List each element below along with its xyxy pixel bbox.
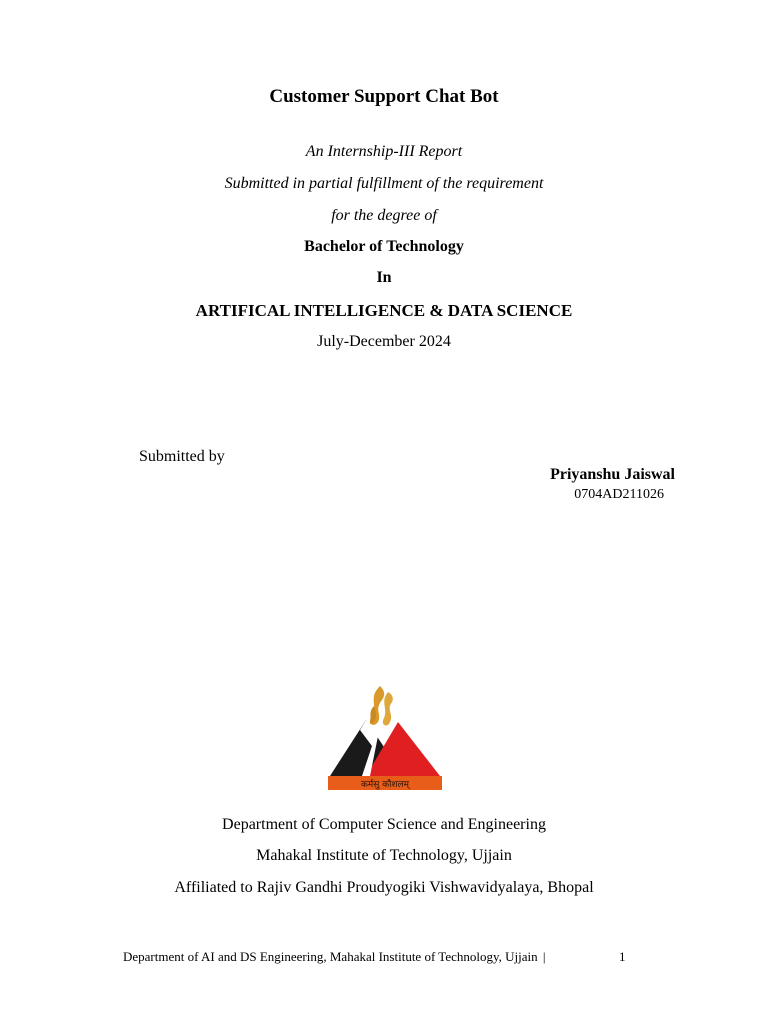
university-affiliation: Affiliated to Rajiv Gandhi Proudyogiki Vishwavidyalaya, Bhopal [174, 879, 594, 896]
degree-name: Bachelor of Technology [304, 238, 464, 255]
institute-logo-graphic [322, 684, 446, 794]
institute-name: Mahakal Institute of Technology, Ujjain [256, 847, 512, 864]
submitted-by-label: Submitted by [139, 448, 225, 465]
motto-text: कर्मसु कौशलम् [360, 780, 410, 790]
department-name: Department of Computer Science and Engineering [222, 816, 546, 833]
in-connector: In [376, 269, 392, 286]
roll-number: 0704AD211026 [574, 487, 664, 502]
session-period: July-December 2024 [317, 333, 451, 350]
branch-name: ARTIFICAL INTELLIGENCE & DATA SCIENCE [195, 301, 573, 320]
report-title: Customer Support Chat Bot [269, 86, 499, 107]
student-name: Priyanshu Jaiswal [550, 466, 675, 483]
footer-text: Department of AI and DS Engineering, Mahakal Institute of Technology, Ujjain [123, 949, 538, 964]
page-number: 1 [619, 949, 626, 964]
footer-separator: | [542, 949, 546, 964]
submission-purpose: Submitted in partial fulfillment of the requirement [224, 175, 544, 192]
institute-logo [322, 684, 446, 794]
flame-icon [383, 692, 393, 725]
degree-intro: for the degree of [331, 207, 437, 224]
page-footer [123, 949, 546, 965]
report-type: An Internship-III Report [305, 143, 463, 160]
